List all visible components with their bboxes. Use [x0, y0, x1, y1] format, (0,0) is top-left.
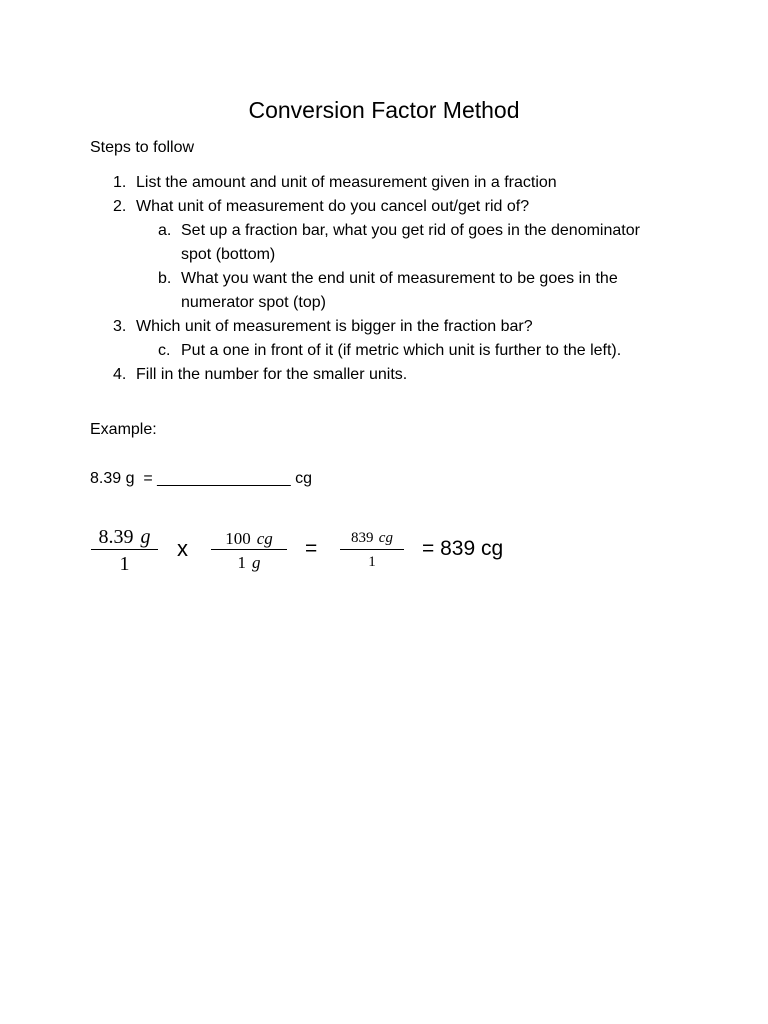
example-label: Example: — [90, 421, 157, 438]
substep-text: What you want the end unit of measurement to be goes in the numerator spot (top) — [181, 270, 618, 311]
given-fraction — [91, 525, 158, 578]
substeps-list — [0, 339, 768, 363]
numerator-value: 839 — [351, 530, 374, 546]
numerator-value: 100 — [225, 529, 251, 548]
substep-text: Set up a fraction bar, what you get rid of goes in the denominator spot (bottom) — [181, 222, 640, 263]
step-item-1 — [0, 171, 768, 195]
answer-fraction — [340, 527, 404, 574]
fraction-denominator: 1 — [368, 554, 376, 570]
steps-heading: Steps to follow — [90, 139, 195, 156]
step-text: Which unit of measurement is bigger in the fraction bar? — [136, 318, 533, 335]
numerator-unit: cg — [378, 530, 393, 546]
step-line — [0, 171, 768, 195]
step-item-2 — [0, 195, 768, 315]
substep-marker: b. — [158, 270, 172, 287]
conversion-factor-fraction — [211, 529, 287, 576]
multiply-sign: x — [177, 536, 188, 561]
fraction-numerator — [225, 529, 272, 549]
page-title: Conversion Factor Method — [248, 97, 520, 123]
step-text: What unit of measurement do you cancel out/get rid of? — [136, 198, 530, 215]
fraction-denominator: 1 — [119, 553, 130, 575]
numerator-unit: g — [140, 526, 151, 548]
substep-item-c — [0, 339, 768, 363]
denominator-value: 1 — [237, 553, 247, 572]
step-text: Fill in the number for the smaller units. — [136, 366, 408, 383]
substep-marker: c. — [158, 342, 171, 359]
result-text: = 839 cg — [422, 537, 504, 560]
step-line — [0, 363, 768, 387]
denominator-unit: g — [251, 553, 261, 572]
steps-list — [0, 171, 768, 387]
substep-item-b — [0, 267, 768, 315]
fraction-denominator — [238, 550, 261, 576]
example-problem: 8.39 g = _______________ cg — [90, 470, 312, 487]
step-line — [0, 315, 768, 339]
step-line — [0, 195, 768, 219]
step-marker: 4. — [113, 366, 127, 383]
substep-item-a — [0, 219, 768, 267]
step-item-3 — [0, 315, 768, 363]
step-text: List the amount and unit of measurement given in a fraction — [136, 174, 557, 191]
fraction-numerator — [351, 527, 393, 549]
numerator-value: 8.39 — [98, 526, 134, 548]
fraction-numerator — [99, 525, 151, 549]
step-marker: 2. — [113, 198, 127, 215]
equals-sign: = — [305, 537, 318, 560]
step-marker: 1. — [113, 174, 127, 191]
numerator-unit: cg — [256, 529, 273, 548]
substeps-list — [0, 219, 768, 315]
substep-marker: a. — [158, 222, 172, 239]
step-item-4 — [0, 363, 768, 387]
substep-text: Put a one in front of it (if metric which unit is further to the left). — [181, 342, 622, 359]
step-marker: 3. — [113, 318, 127, 335]
